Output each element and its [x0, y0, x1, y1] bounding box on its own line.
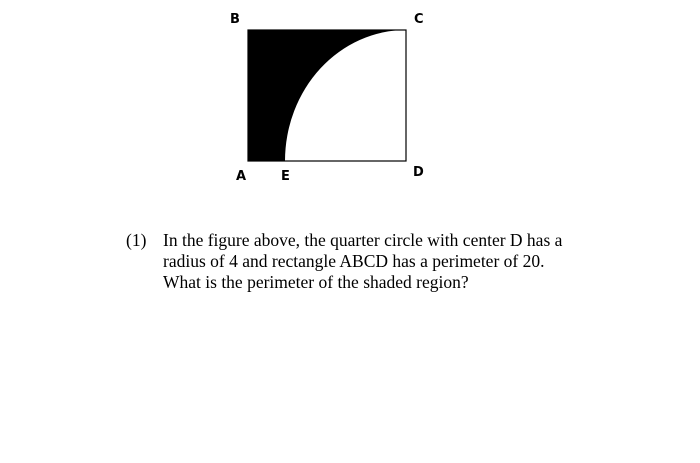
question-text: [163, 230, 603, 293]
question-line: What is the perimeter of the shaded region?: [163, 272, 469, 292]
point-label-d: D: [413, 165, 424, 180]
point-label-b: B: [230, 12, 240, 27]
question-line: In the figure above, the quarter circle with center D has a: [163, 230, 563, 250]
question-number: (1): [126, 230, 147, 250]
point-label-e: E: [281, 169, 290, 184]
question-line: radius of 4 and rectangle ABCD has a perimeter of 20.: [163, 251, 545, 271]
geometry-figure: [0, 0, 700, 200]
point-label-a: A: [236, 169, 247, 184]
point-label-c: C: [414, 12, 424, 27]
